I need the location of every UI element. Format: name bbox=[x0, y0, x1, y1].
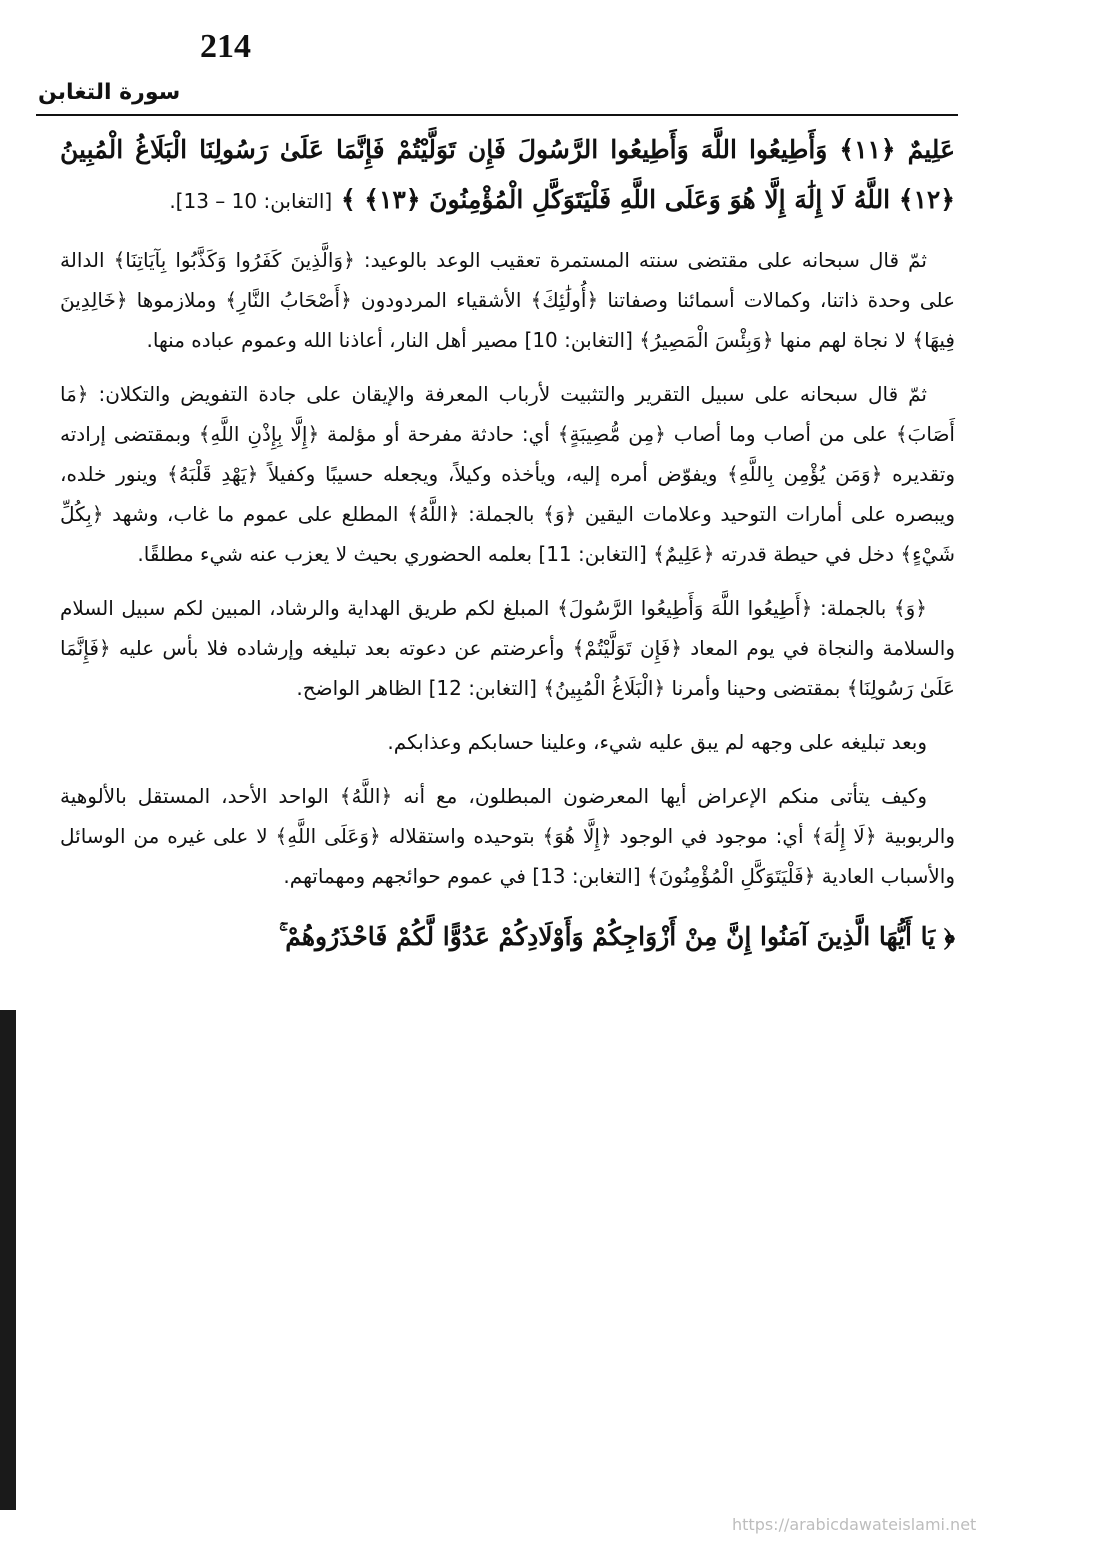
verse-text: ﴿ يَا أَيُّهَا الَّذِينَ آمَنُوا إِنَّ مِنْ أَزْوَاجِكُمْ وَأَوْلَادِكُمْ عَدُوًّا لَّكُمْ فَاحْذَرُوهُمْ ۚ bbox=[278, 922, 955, 951]
page-body bbox=[60, 125, 955, 962]
commentary-paragraph: وكيف يتأتى منكم الإعراض أيها المعرضون المبطلون، مع أنه ﴿اللَّهُ﴾ الواحد الأحد، المستقل بالألوهية والربوبية ﴿لَا إِلَٰهَ﴾ أي: موجود في الوجود ﴿إِلَّا هُوَ﴾ بتوحيده واستقلاله ﴿وَعَلَى اللَّهِ﴾ لا على غيره من الوسائل والأسباب العادية ﴿فَلْيَتَوَكَّلِ الْمُؤْمِنُونَ﴾ [التغابن: 13] في عموم حوائجهم ومهماتهم. bbox=[60, 784, 955, 888]
scan-edge-shadow bbox=[0, 1010, 16, 1510]
page-number: 214 bbox=[200, 28, 251, 65]
quran-verse-bottom bbox=[60, 912, 955, 962]
verse-reference: [التغابن: 10 – 13]. bbox=[169, 189, 333, 213]
header-divider bbox=[36, 114, 958, 116]
quran-verse-top bbox=[60, 125, 955, 226]
commentary-paragraph: ثمّ قال سبحانه على مقتضى سنته المستمرة تعقيب الوعد بالوعيد: ﴿وَالَّذِينَ كَفَرُوا وَكَذَّبُوا بِآيَاتِنَا﴾ الدالة على وحدة ذاتنا، وكمالات أسمائنا وصفاتنا ﴿أُولَٰئِكَ﴾ الأشقياء المردودون ﴿أَصْحَابُ النَّارِ﴾ وملازموها ﴿خَالِدِينَ فِيهَا﴾ لا نجاة لهم منها ﴿وَبِئْسَ الْمَصِيرُ﴾ [التغابن: 10] مصير أهل النار، أعاذنا الله وعموم عباده منها. bbox=[60, 248, 955, 352]
site-watermark: https://arabicdawateislami.net bbox=[732, 1515, 977, 1534]
verse-text: عَلِيمٌ ﴿١١﴾ وَأَطِيعُوا اللَّهَ وَأَطِيعُوا الرَّسُولَ فَإِن تَوَلَّيْتُمْ فَإِنَّمَا عَلَىٰ رَسُولِنَا الْبَلَاغُ الْمُبِينُ ﴿١٢﴾ اللَّهُ لَا إِلَٰهَ إِلَّا هُوَ وَعَلَى اللَّهِ فَلْيَتَوَكَّلِ الْمُؤْمِنُونَ ﴿١٣﴾ ﴾ bbox=[60, 135, 955, 214]
commentary-paragraph: ثمّ قال سبحانه على سبيل التقرير والتثبيت لأرباب المعرفة والإيقان على جادة التفويض والتكلان: ﴿مَا أَصَابَ﴾ على من أصاب وما أصاب ﴿مِن مُّصِيبَةٍ﴾ أي: حادثة مفرحة أو مؤلمة ﴿إِلَّا بِإِذْنِ اللَّهِ﴾ وبمقتضى إرادته وتقديره ﴿وَمَن يُؤْمِن بِاللَّهِ﴾ ويفوّض أمره إليه، ويأخذه وكيلاً، ويجعله حسيبًا وكفيلاً ﴿يَهْدِ قَلْبَهُ﴾ وينور خلده، ويبصره على أمارات التوحيد وعلامات اليقين ﴿وَ﴾ بالجملة: ﴿اللَّهُ﴾ المطلع على عموم ما غاب، وشهد ﴿بِكُلِّ شَيْءٍ﴾ دخل في حيطة قدرته ﴿عَلِيمٌ﴾ [التغابن: 11] بعلمه الحضوري بحيث لا يعزب عنه شيء مطلقًا. bbox=[60, 382, 955, 566]
commentary-paragraph: وبعد تبليغه على وجهه لم يبق عليه شيء، وعلينا حسابكم وعذابكم. bbox=[387, 730, 927, 754]
surah-title: سورة التغابن bbox=[38, 80, 181, 105]
commentary-paragraph: ﴿وَ﴾ بالجملة: ﴿أَطِيعُوا اللَّهَ وَأَطِيعُوا الرَّسُولَ﴾ المبلغ لكم طريق الهداية والرشاد، المبين لكم سبيل السلام والسلامة والنجاة في يوم المعاد ﴿فَإِن تَوَلَّيْتُمْ﴾ وأعرضتم عن دعوته بعد تبليغه وإرشاده فلا بأس عليه ﴿فَإِنَّمَا عَلَىٰ رَسُولِنَا﴾ بمقتضى وحينا وأمرنا ﴿الْبَلَاغُ الْمُبِينُ﴾ [التغابن: 12] الظاهر الواضح. bbox=[60, 596, 955, 700]
